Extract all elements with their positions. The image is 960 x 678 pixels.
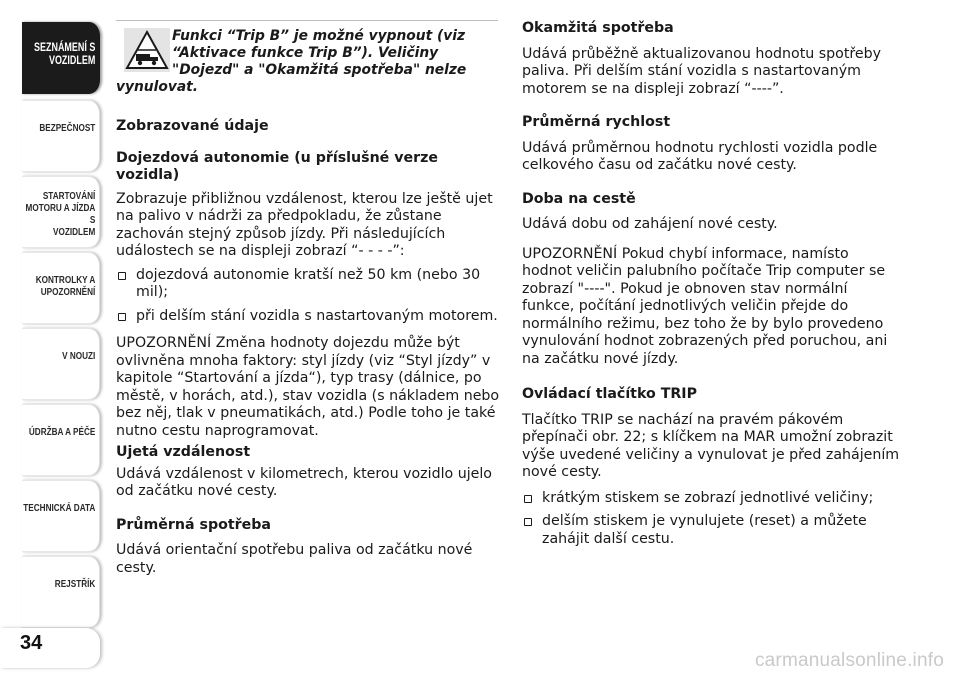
tab-seznameni-s-vozidlem[interactable]: SEZNÁMENÍ S VOZIDLEM	[22, 22, 100, 94]
heading-range: Dojezdová autonomie (u příslušné verze vozidla)	[116, 149, 438, 183]
para-travel-time: Udává dobu od zahájení nové cesty.	[522, 216, 778, 232]
heading-avg-speed: Průměrná rychlost	[522, 114, 671, 130]
heading-avg-consumption: Průměrná spotřeba	[116, 516, 271, 533]
heading-displayed-data: Zobrazované údaje	[116, 118, 269, 134]
note-line-1: Funkci “Trip B” je možné vypnout (viz	[172, 28, 466, 44]
list-item: krátkým stiskem se zobrazí jednotlivé veličiny;	[522, 490, 902, 508]
watermark: carmanualsonline.info	[754, 650, 944, 671]
para-distance: Udává vzdálenost v kilometrech, kterou vozidlo ujelo od začátku nové cesty.	[116, 465, 492, 499]
bullet-icon	[524, 518, 532, 526]
page-number-tab	[0, 628, 100, 668]
towing-warning-icon	[124, 28, 170, 72]
heading-instant-consumption: Okamžitá spotřeba	[522, 20, 674, 36]
tab-technicka-data[interactable]: TECHNICKÁ DATA	[22, 480, 100, 552]
tab-startovani[interactable]: STARTOVÁNÍ MOTORU A JÍZDA S VOZIDLEM	[22, 176, 100, 248]
heading-distance: Ujetá vzdálenost	[116, 444, 251, 460]
note-line-4: vynulovat.	[116, 79, 198, 95]
bullet-icon	[118, 313, 126, 321]
tab-v-nouzi[interactable]: V NOUZI	[22, 328, 100, 400]
para-trip-warning: UPOZORNĚNÍ Pokud chybí informace, namísto hodnot veličin palubního počítače Trip computer se zobrazí "----". Pokud je obnoven stav normální funkce, počítání jednotlivých veličin přejde do normálního režimu, bez toho že by bylo provedeno vynulování hodnot zobrazených před poruchou, ani na začátku nové jízdy.	[522, 245, 888, 367]
bullet-icon	[118, 272, 126, 280]
tab-udrzba[interactable]: ÚDRŽBA A PÉČE	[22, 404, 100, 476]
bullet-icon	[524, 495, 532, 503]
para-avg-speed: Udává průměrnou hodnotu rychlosti vozidla podle celkového času od začátku nové cesty.	[522, 139, 878, 173]
heading-travel-time: Doba na cestě	[522, 190, 636, 207]
note-block	[116, 28, 500, 96]
list-item: dojezdová autonomie kratší než 50 km (nebo 30 mil);	[116, 267, 500, 302]
para-range: Zobrazuje přibližnou vzdálenost, kterou lze ještě ujet na palivo v nádrži za předpokladu, že zůstane zachován stejný způsob jízdy. Při následujících událostech se na displeji zobrazí “- - - -”:	[116, 190, 493, 259]
tab-bezpecnost[interactable]: BEZPEČNOST	[22, 100, 100, 172]
heading-trip-button: Ovládací tlačítko TRIP	[522, 386, 697, 402]
tab-kontrolky[interactable]: KONTROLKY A UPOZORNĚNÍ	[22, 252, 100, 324]
right-column	[522, 18, 902, 554]
para-range-warning: UPOZORNĚNÍ Změna hodnoty dojezdu může být ovlivněna mnoha faktory: styl jízdy (viz “Styl jízdy” v kapitole “Startování a jízda“), typ trasy (dálnice, po městě, v horách, atd.), stav vozidla (s nákladem nebo bez něj, tlak v pneumatikách, atd.) Podle toho je také nutno cestu naprogramovat.	[116, 335, 500, 439]
left-column	[116, 18, 500, 587]
tab-rejstrik[interactable]: REJSTŘÍK	[22, 556, 100, 628]
page-number: 34	[20, 632, 43, 654]
note-line-3: "Dojezd" a "Okamžitá spotřeba" nelze	[172, 62, 467, 78]
note-line-2: “Aktivace funkce Trip B”). Veličiny	[172, 45, 439, 61]
para-avg-consumption: Udává orientační spotřebu paliva od začátku nové cesty.	[116, 542, 473, 576]
para-trip-button: Tlačítko TRIP se nachází na pravém pákovém přepínači obr. 22; s klíčkem na MAR umožní zobrazit výše uvedené veličiny a vynulovat je před zahájením nové cesty.	[522, 411, 900, 480]
para-instant-consumption: Udává průběžně aktualizovanou hodnotu spotřeby paliva. Při delším stání vozidla s nastartovaným motorem se na displeji zobrazí “----”.	[522, 45, 882, 97]
list-item: delším stiskem je vynulujete (reset) a můžete zahájit další cestu.	[522, 513, 902, 548]
list-item: při delším stání vozidla s nastartovaným motorem.	[116, 308, 500, 326]
